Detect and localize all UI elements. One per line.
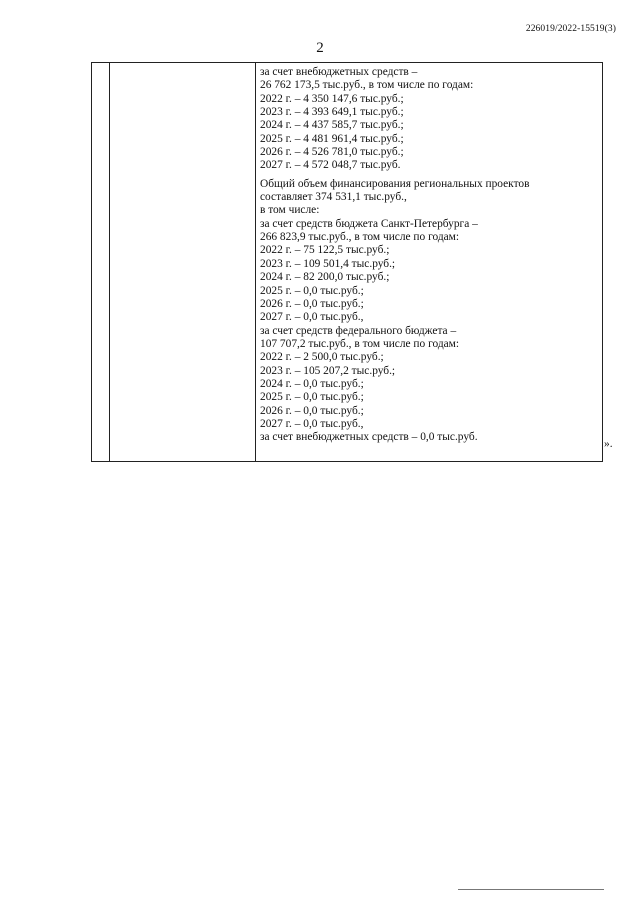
regional-projects-financing-block [260, 178, 598, 445]
text-line: за счет средств федерального бюджета – [260, 324, 457, 337]
closing-quote: ». [604, 438, 613, 450]
text-line: 2022 г. – 2 500,0 тыс.руб.; [260, 351, 384, 364]
text-line: 2023 г. – 4 393 649,1 тыс.руб.; [260, 106, 404, 119]
text-line: за счет средств бюджета Санкт-Петербурга – [260, 217, 478, 230]
text-line: 2022 г. – 4 350 147,6 тыс.руб.; [260, 92, 404, 105]
text-line: 2023 г. – 105 207,2 тыс.руб.; [260, 364, 396, 377]
text-line: 2027 г. – 4 572 048,7 тыс.руб. [260, 159, 401, 172]
text-line: 2025 г. – 4 481 961,4 тыс.руб.; [260, 132, 404, 145]
text-line: 2025 г. – 0,0 тыс.руб.; [260, 391, 364, 404]
table-column-divider-2 [255, 63, 256, 461]
extra-budget-financing-block [260, 66, 598, 173]
text-line: 2024 г. – 4 437 585,7 тыс.руб.; [260, 119, 404, 132]
text-line: 2023 г. – 109 501,4 тыс.руб.; [260, 257, 396, 270]
text-line: 266 823,9 тыс.руб., в том числе по годам: [260, 231, 460, 244]
text-line: 2026 г. – 4 526 781,0 тыс.руб.; [260, 146, 404, 159]
page-number: 2 [316, 40, 324, 56]
table-column-divider-1 [109, 63, 110, 461]
document-id: 226019/2022-15519(3) [525, 24, 616, 34]
footer-line [458, 889, 604, 890]
text-line: 2027 г. – 0,0 тыс.руб., [260, 311, 364, 324]
text-line: 2024 г. – 0,0 тыс.руб.; [260, 377, 364, 390]
text-line: за счет внебюджетных средств – 0,0 тыс.руб. [260, 431, 478, 444]
text-line: 2024 г. – 82 200,0 тыс.руб.; [260, 271, 390, 284]
text-line: 2026 г. – 0,0 тыс.руб.; [260, 297, 364, 310]
text-line: 2025 г. – 0,0 тыс.руб.; [260, 284, 364, 297]
text-line: в том числе: [260, 204, 320, 217]
text-line: составляет 374 531,1 тыс.руб., [260, 191, 407, 204]
text-line: 107 707,2 тыс.руб., в том числе по годам: [260, 337, 460, 350]
text-line: 2022 г. – 75 122,5 тыс.руб.; [260, 244, 390, 257]
text-line: 26 762 173,5 тыс.руб., в том числе по годам: [260, 79, 474, 92]
text-line: 2027 г. – 0,0 тыс.руб., [260, 417, 364, 430]
text-line: Общий объем финансирования региональных проектов [260, 177, 530, 190]
text-line: 2026 г. – 0,0 тыс.руб.; [260, 404, 364, 417]
financing-table [91, 62, 603, 462]
financing-cell [260, 66, 598, 445]
text-line: за счет внебюджетных средств – [260, 66, 418, 78]
